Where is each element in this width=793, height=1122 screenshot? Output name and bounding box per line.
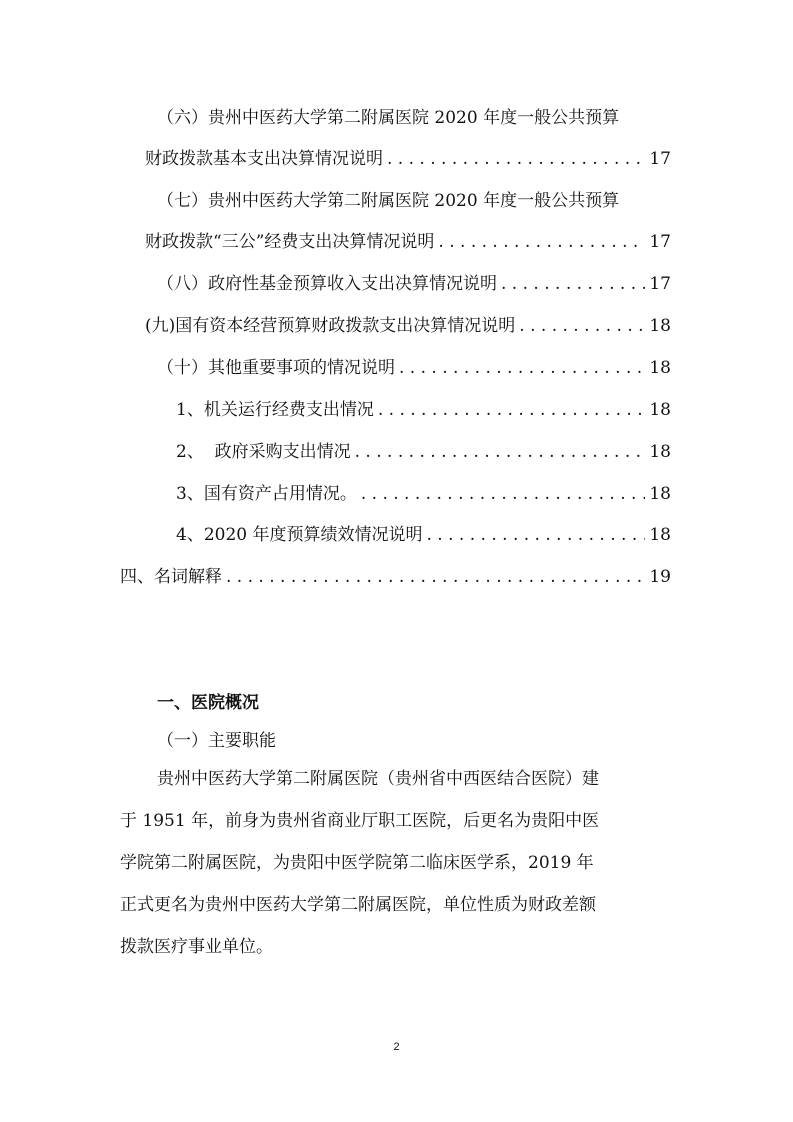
paragraph-line: 贵州中医药大学第二附属医院（贵州省中西医结合医院）建	[157, 769, 599, 789]
toc-item-8[interactable]	[157, 272, 671, 296]
toc-leader	[426, 523, 645, 547]
section-subheading: （一）主要职能	[157, 731, 276, 751]
toc-subitem-3[interactable]	[176, 482, 671, 506]
toc-section-4-page: 19	[649, 567, 671, 587]
toc-subitem-2-text: 2、 政府采购支出情况	[176, 442, 351, 462]
toc-leader	[519, 314, 645, 338]
toc-item-8-page: 17	[649, 274, 671, 294]
toc-leader	[387, 147, 645, 171]
toc-item-9[interactable]	[145, 314, 671, 338]
toc-leader	[355, 440, 646, 464]
toc-item-10-page: 18	[649, 358, 671, 378]
toc-subitem-4-text: 4、2020 年度预算绩效情况说明	[176, 525, 423, 545]
toc-subitem-1-page: 18	[649, 400, 671, 420]
toc-subitem-1-text: 1、机关运行经费支出情况	[176, 400, 374, 420]
toc-item-10-text: （十）其他重要事项的情况说明	[157, 358, 395, 378]
toc-subitem-3-text: 3、国有资产占用情况。	[176, 484, 357, 504]
paragraph-line: 拨款医疗事业单位。	[120, 937, 273, 957]
toc-item-9-text: (九)国有资本经营预算财政拨款支出决算情况说明	[145, 316, 516, 336]
paragraph-line: 于 1951 年，前身为贵州省商业厅职工医院，后更名为贵阳中医	[120, 811, 600, 831]
toc-section-4[interactable]	[120, 565, 671, 589]
toc-leader	[399, 356, 645, 380]
toc-leader	[361, 482, 646, 506]
toc-leader	[438, 230, 645, 254]
toc-subitem-2-page: 18	[649, 442, 671, 462]
toc-item-7-page: 17	[649, 232, 671, 252]
section-heading: 一、医院概况	[157, 693, 259, 713]
toc-leader	[226, 565, 645, 589]
toc-subitem-2[interactable]	[176, 440, 671, 464]
toc-subitem-4[interactable]	[176, 523, 671, 547]
toc-subitem-3-page: 18	[649, 484, 671, 504]
paragraph-line: 学院第二附属医院，为贵阳中医学院第二临床医学系，2019 年	[120, 853, 594, 873]
toc-item-6-line2: 财政拨款基本支出决算情况说明	[145, 149, 383, 169]
toc-item-10[interactable]	[157, 356, 671, 380]
toc-item-9-page: 18	[649, 316, 671, 336]
toc-leader	[501, 272, 645, 296]
toc-item-8-text: （八）政府性基金预算收入支出决算情况说明	[157, 274, 497, 294]
paragraph-line: 正式更名为贵州中医药大学第二附属医院，单位性质为财政差额	[120, 895, 596, 915]
toc-subitem-4-page: 18	[649, 525, 671, 545]
toc-section-4-text: 四、名词解释	[120, 567, 222, 587]
page-number: 2	[393, 1041, 400, 1053]
toc-leader	[378, 398, 646, 422]
toc-item-7-line1[interactable]: （七）贵州中医药大学第二附属医院 2020 年度一般公共预算	[157, 191, 620, 211]
toc-item-6[interactable]	[145, 147, 671, 171]
toc-item-6-page: 17	[649, 149, 671, 169]
toc-item-7[interactable]	[145, 230, 671, 254]
toc-subitem-1[interactable]	[176, 398, 671, 422]
toc-item-6-line1[interactable]: （六）贵州中医药大学第二附属医院 2020 年度一般公共预算	[157, 108, 620, 128]
toc-item-7-line2: 财政拨款“三公”经费支出决算情况说明	[145, 232, 435, 252]
